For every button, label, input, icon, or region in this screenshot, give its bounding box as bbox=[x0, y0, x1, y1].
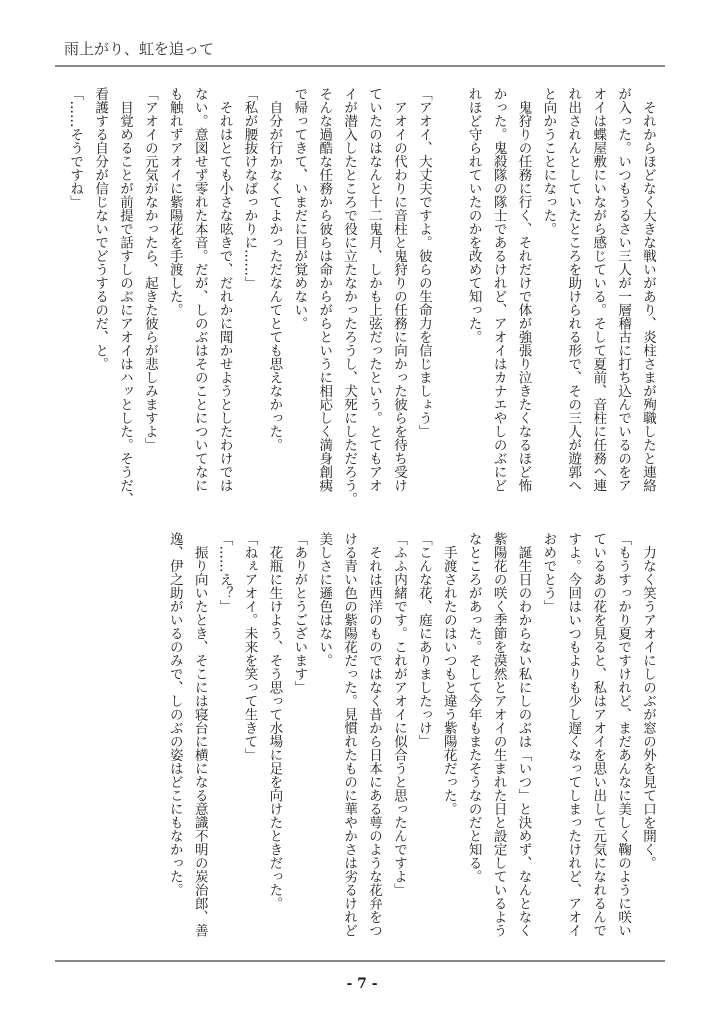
text-column: れほど守られていたのかを改めて知った。 bbox=[465, 87, 482, 344]
text-block-upper bbox=[62, 87, 660, 506]
text-column: オイは蝶屋敷にいながら感じている。そして夏前、音柱に任務へ連 bbox=[590, 87, 607, 492]
text-column: 「アオイの元気がなかったら、起きた彼らが悲しみますよ」 bbox=[141, 87, 158, 452]
text-column: 「……そうですね」 bbox=[67, 87, 84, 209]
text-column: 振り向いたとき、そこには寝台に横になる意識不明の炭治郎、善 bbox=[191, 532, 208, 937]
text-column: 「アオイ、大丈夫ですよ。彼らの生命力を信じましょう」 bbox=[415, 87, 432, 438]
text-column: れ出されんとしていたところを助けられる形で、その三人が遊郭へ bbox=[565, 87, 582, 492]
text-column: ける青い色の紫陽花だった。見慣れたものに華やかさは劣るけれど bbox=[341, 532, 358, 937]
text-column: 「もうすっかり夏ですけれど、まだあんなに美しく鞠のように咲い bbox=[615, 532, 632, 937]
text-column: 鬼狩りの任務に行く、それだけで体が強張り泣きたくなるほど怖 bbox=[515, 87, 532, 492]
text-column: それからほどなく大きな戦いがあり、炎柱さまが殉職したと連絡 bbox=[640, 87, 656, 492]
text-column: 花瓶に生けよう、そう思って水場に足を向けたときだった。 bbox=[266, 532, 283, 910]
header-rule bbox=[55, 65, 665, 67]
text-column: そんな過酷な任務から彼らは命からがらというに相応しく満身創痍 bbox=[316, 87, 333, 492]
text-column: 看護する自分が信じないでどうするのだ、と。 bbox=[92, 87, 109, 371]
text-column: なところがあった。そして今年もまたそうなのだと知る。 bbox=[465, 532, 482, 883]
text-column: イが潜入したところで役に立たなかったろうし、犬死にしただろう。 bbox=[341, 87, 358, 506]
text-column: 誕生日のわからない私にしのぶは「いつ」と決めず、なんとなく bbox=[515, 532, 532, 937]
text-column: 逸、伊之助がいるのみで、しのぶの姿はどこにもなかった。 bbox=[166, 532, 183, 897]
text-column: 紫陽花の咲く季節を漠然とアオイの生まれた日と設定しているよう bbox=[490, 532, 507, 937]
text-column: アオイの代わりに音柱と鬼狩りの任務に向かった彼らを待ち受け bbox=[390, 87, 407, 492]
text-column: ない。意図せず零れた本音。だが、しのぶはそのことについてなに bbox=[191, 87, 208, 492]
text-column: 「ねぇアオイ。未来を笑って生きて」 bbox=[241, 532, 258, 762]
text-column: 目覚めることが前提で話すしのぶにアオイはハッとした。そうだ、 bbox=[116, 87, 133, 506]
text-column: ていたのはなんと十二鬼月、しかも上弦だったという。とてもアオ bbox=[366, 87, 383, 492]
text-column: それはとても小さな呟きで、だれかに聞かせようとしたわけでは bbox=[216, 87, 233, 492]
text-column: 「ありがとうございます」 bbox=[291, 532, 308, 694]
page-number: - 7 - bbox=[346, 976, 378, 992]
text-column: 「ふふ内緒です。これがアオイに似合うと思ったんですよ」 bbox=[390, 532, 407, 897]
text-column: 美しさに遜色はない。 bbox=[316, 532, 333, 667]
text-column: で帰ってきて、いまだに目が覚めない。 bbox=[291, 87, 308, 330]
text-column: すよ。今回はいつもよりも少し遅くなってしまったけれど、アオイ bbox=[565, 532, 582, 937]
text-column: と向かうことになった。 bbox=[540, 87, 557, 236]
text-block-lower bbox=[162, 532, 660, 942]
text-column: 力なく笑うアオイにしのぶが窓の外を見て口を開く。 bbox=[640, 532, 656, 870]
text-column: 「こんな花、庭にありましたっけ」 bbox=[415, 532, 432, 748]
text-column: 「……え？」 bbox=[216, 532, 233, 613]
text-column: かった。鬼殺隊の隊士であるけれど、アオイはカナエやしのぶにど bbox=[490, 87, 507, 492]
footer-rule bbox=[55, 960, 665, 962]
text-column: も触れずアオイに紫陽花を手渡した。 bbox=[166, 87, 183, 317]
text-column: ているあの花を見ると、私はアオイを思い出して元気になれるんで bbox=[590, 532, 607, 937]
text-column: おめでとう」 bbox=[540, 532, 557, 613]
text-column: 自分が行かなくてよかっただなんてとても思えなかった。 bbox=[266, 87, 283, 452]
text-column bbox=[436, 87, 461, 497]
text-column: が入った。いつもうるさい三人が一層稽古に打ち込んでいるのをア bbox=[615, 87, 632, 492]
running-title: 雨上がり、虹を追って bbox=[64, 40, 215, 58]
text-column: 「私が腰抜けなばっかりに……」 bbox=[241, 87, 258, 290]
text-column: それは西洋のものではなく昔から日本にある萼のような花弁をつ bbox=[366, 532, 383, 937]
text-column: 手渡されたのはいつもと違う紫陽花だった。 bbox=[440, 532, 457, 816]
